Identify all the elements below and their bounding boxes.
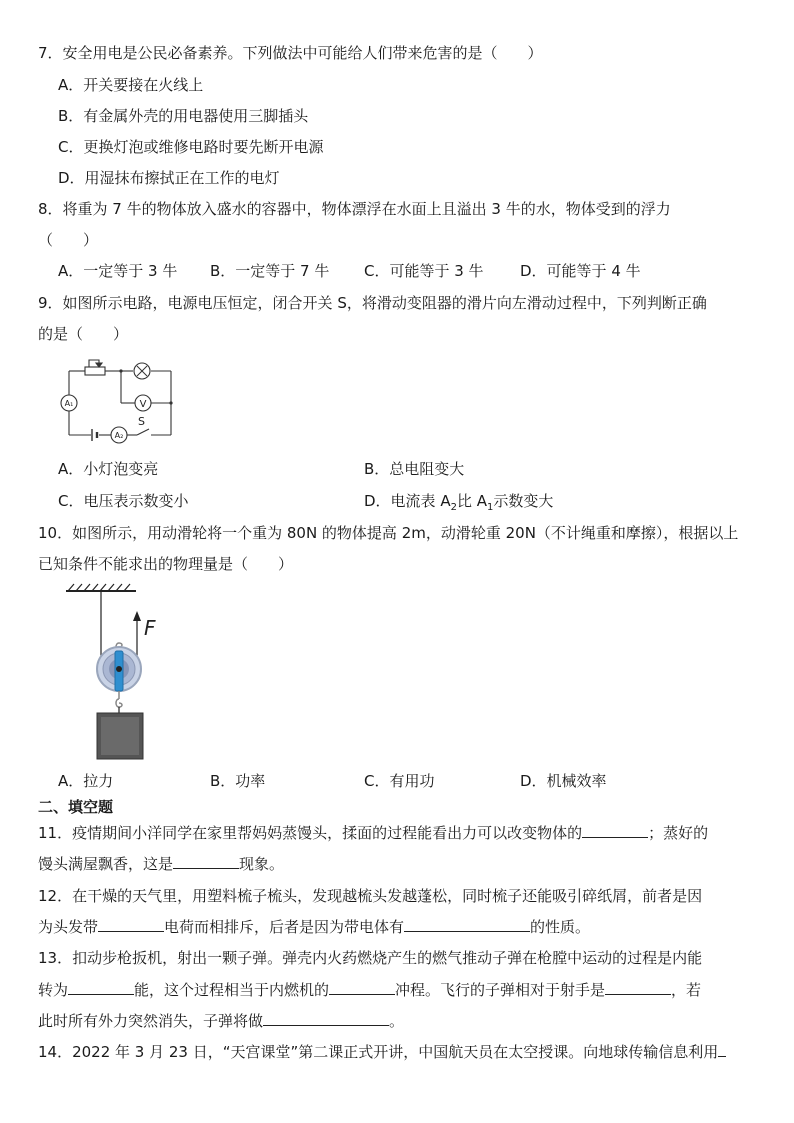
q8-option-a: A．一定等于 3 牛 [58, 262, 178, 280]
q10-stem: 10．如图所示，用动滑轮将一个重为 80N 的物体提高 2m，动滑轮重 20N（不计绳重和摩擦），根据以上 [38, 524, 739, 542]
q7-option-c: C．更换灯泡或维修电路时要先断开电源 [58, 138, 324, 156]
q11-line-1: 11．疫情期间小洋同学在家里帮妈妈蒸馒头，揉面的过程能看出力可以改变物体的 ；蒸好的 [38, 824, 709, 842]
q7-option-b: B．有金属外壳的用电器使用三脚插头 [58, 107, 309, 125]
q8-option-d: D．可能等于 4 牛 [520, 262, 641, 280]
q12-blank-2[interactable] [404, 917, 530, 932]
q12-blank-1[interactable] [98, 917, 164, 932]
q11-blank-2[interactable] [173, 854, 239, 869]
q8-stem: 8．将重为 7 牛的物体放入盛水的容器中，物体漂浮在水面上且溢出 3 牛的水，物体受到的浮力 [38, 200, 671, 218]
q13-line-1: 13．扣动步枪扳机，射出一颗子弹。弹壳内火药燃烧产生的燃气推动子弹在枪膛中运动的过程是内能 [38, 949, 703, 967]
q10-option-d: D．机械效率 [520, 772, 607, 790]
q11-blank-1[interactable] [582, 823, 648, 838]
q11-line-2: 馒头满屋飘香，这是 现象。 [38, 855, 285, 873]
q7-option-d: D．用湿抹布擦拭正在工作的电灯 [58, 169, 280, 187]
pulley-diagram [60, 583, 180, 763]
voltmeter-label: V [139, 399, 147, 410]
q13-line-2: 转为 能，这个过程相当于内燃机的 冲程。飞行的子弹相对于射手是 ，若 [38, 981, 702, 999]
q9-stem: 9．如图所示电路，电源电压恒定，闭合开关 S，将滑动变阻器的滑片向左滑动过程中，下列判断正确 [38, 294, 707, 312]
q7-option-a: A．开关要接在火线上 [58, 76, 204, 94]
q9-option-a: A．小灯泡变亮 [58, 460, 159, 478]
q9-option-c: C．电压表示数变小 [58, 492, 189, 510]
q8-stem-paren: （ ） [38, 231, 99, 249]
q9-option-d: D．电流表 $A_2$比 $A_1$示数变大 [364, 492, 554, 513]
ammeter-a2-label: A₂ [114, 431, 124, 440]
q10-option-b: B．功率 [210, 772, 266, 790]
q10-option-a: A．拉力 [58, 772, 114, 790]
q13-blank-3[interactable] [605, 980, 671, 995]
q10-stem-2: 已知条件不能求出的物理量是（ ） [38, 555, 294, 573]
q12-line-2: 为头发带 电荷而相排斥，后者是因为带电体有 的性质。 [38, 918, 591, 936]
q13-line-3: 此时所有外力突然消失，子弹将做 。 [38, 1012, 405, 1030]
q8-option-c: C．可能等于 3 牛 [364, 262, 484, 280]
force-label: F [144, 616, 156, 640]
q8-option-b: B．一定等于 7 牛 [210, 262, 330, 280]
q12-line-1: 12．在干燥的天气里，用塑料梳子梳头，发现越梳头发越蓬松，同时梳子还能吸引碎纸屑，前者是因 [38, 887, 703, 905]
section-heading: 二、填空题 [38, 798, 114, 816]
q7-stem: 7．安全用电是公民必备素养。下列做法中可能给人们带来危害的是（ ） [38, 44, 543, 62]
q14-line-1: 14．2022 年 3 月 23 日，“天宫课堂”第二课正式开讲，中国航天员在太空授课。向地球传输信息利用 [38, 1042, 726, 1062]
q13-blank-2[interactable] [329, 980, 395, 995]
switch-label: S [138, 415, 145, 428]
circuit-diagram [55, 355, 185, 445]
q9-option-b: B．总电阻变大 [364, 460, 465, 478]
q9-stem-2: 的是（ ） [38, 325, 129, 343]
q13-blank-4[interactable] [263, 1011, 389, 1026]
q13-blank-1[interactable] [68, 980, 134, 995]
ammeter-a1-label: A₁ [64, 399, 74, 408]
q10-option-c: C．有用功 [364, 772, 435, 790]
q14-blank-1[interactable] [718, 1042, 726, 1057]
